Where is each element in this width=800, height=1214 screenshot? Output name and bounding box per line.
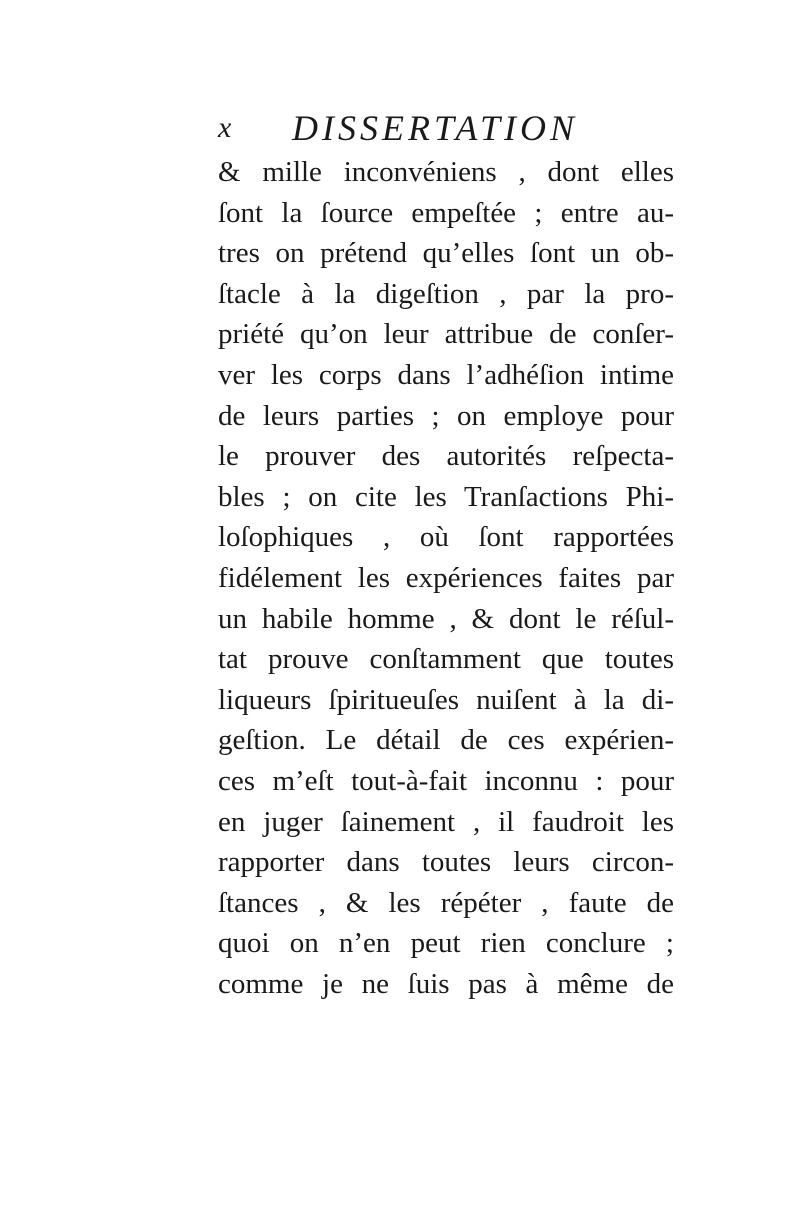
text-line: ſtacle à la digeſtion , par la pro- bbox=[218, 277, 674, 310]
text-line: ces m’eſt tout-à-fait inconnu : pour bbox=[218, 764, 674, 797]
text-line: quoi on n’en peut rien conclure ; bbox=[218, 927, 674, 960]
text-line: ver les corps dans l’adhéſion intime bbox=[218, 358, 674, 391]
running-head bbox=[218, 108, 678, 148]
text-line: geſtion. Le détail de ces expérien- bbox=[218, 724, 674, 757]
page-number: x bbox=[218, 111, 232, 144]
text-line: loſophiques , où ſont rapportées bbox=[218, 521, 674, 554]
text-line: & mille inconvéniens , dont elles bbox=[218, 156, 674, 188]
text-line: en juger ſainement , il faudroit les bbox=[218, 805, 674, 838]
text-line: comme je ne ſuis pas à même de bbox=[218, 967, 674, 1000]
text-line: ſtances , & les répéter , faute de bbox=[218, 886, 674, 919]
text-line: de leurs parties ; on employe pour bbox=[218, 399, 674, 432]
text-line: bles ; on cite les Tranſactions Phi- bbox=[218, 480, 674, 513]
text-line: rapporter dans toutes leurs circon- bbox=[218, 846, 674, 879]
running-title: DISSERTATION bbox=[292, 108, 578, 148]
text-line: le prouver des autorités reſpectа- bbox=[218, 440, 674, 473]
text-line: tres on prétend qu’elles ſont un ob- bbox=[218, 237, 674, 270]
text-line: liqueurs ſpiritueuſes nuiſent à la di- bbox=[218, 683, 674, 716]
text-line: fidélement les expériences faites par bbox=[218, 561, 674, 594]
text-line: tat prouve conſtamment que toutes bbox=[218, 643, 674, 676]
body-text bbox=[218, 152, 678, 1004]
text-line: un habile homme , & dont le réſul- bbox=[218, 602, 674, 635]
text-line: ſont la ſource empeſtée ; entre au- bbox=[218, 196, 674, 229]
text-line: priété qu’on leur attribue de conſer- bbox=[218, 318, 674, 351]
